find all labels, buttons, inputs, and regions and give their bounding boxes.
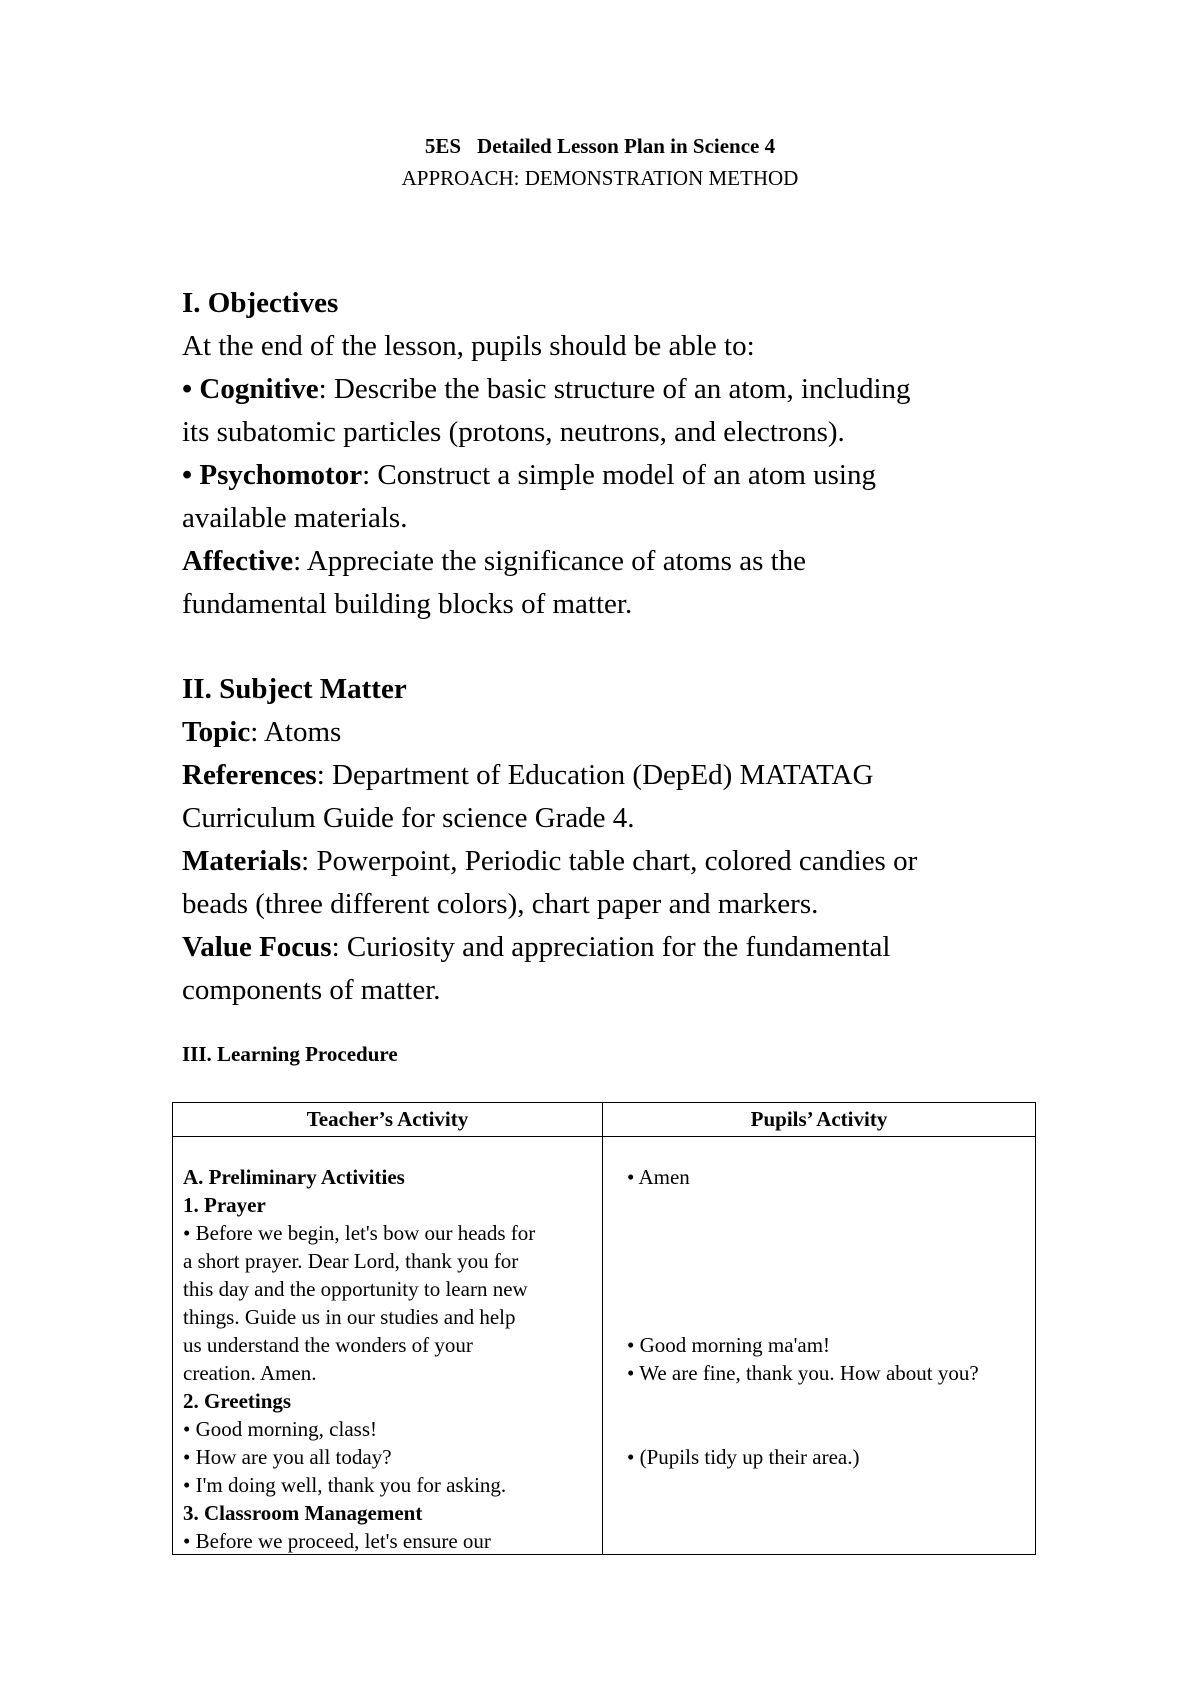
title-code: 5ES xyxy=(424,134,462,158)
teacher-line: 3. Classroom Management xyxy=(183,1501,423,1525)
teacher-line: • How are you all today? xyxy=(183,1445,392,1469)
teacher-line: • Good morning, class! xyxy=(183,1417,377,1441)
cognitive-text-line1: : Describe the basic structure of an atom, including xyxy=(318,373,911,405)
teacher-line: 2. Greetings xyxy=(183,1389,292,1413)
objective-psychomotor xyxy=(182,454,1062,497)
teacher-line: • Before we begin, let's bow our heads for xyxy=(183,1221,536,1245)
teacher-line: • Before we proceed, let's ensure our xyxy=(183,1529,491,1553)
subject-matter-section xyxy=(182,668,1062,1012)
topic-line xyxy=(182,711,1062,754)
pupil-spacer xyxy=(627,1191,1031,1219)
pupil-line: • Good morning ma'am! xyxy=(627,1333,831,1357)
references-text-line1: : Department of Education (DepEd) MATATAG xyxy=(316,759,874,791)
objectives-heading: I. Objectives xyxy=(182,287,339,319)
objective-affective xyxy=(182,540,1062,583)
teacher-line: • I'm doing well, thank you for asking. xyxy=(183,1473,507,1497)
materials-text-line2: beads (three different colors), chart paper and markers. xyxy=(182,888,819,920)
teacher-activity-column xyxy=(183,1163,597,1555)
pupil-line: • (Pupils tidy up their area.) xyxy=(627,1445,860,1469)
teacher-line: creation. Amen. xyxy=(183,1361,317,1385)
pupil-spacer xyxy=(627,1303,1031,1331)
pupils-activity-header: Pupils’ Activity xyxy=(750,1107,888,1131)
learning-procedure-heading: III. Learning Procedure xyxy=(182,1042,398,1066)
pupil-spacer xyxy=(627,1387,1031,1415)
affective-label: Affective xyxy=(182,545,294,577)
affective-text-line1: : Appreciate the significance of atoms as the xyxy=(293,545,807,577)
approach-line: APPROACH: DEMONSTRATION METHOD xyxy=(401,166,799,190)
psychomotor-text-line2: available materials. xyxy=(182,502,408,534)
psychomotor-label: • Psychomotor xyxy=(182,459,363,491)
value-focus-text-line2: components of matter. xyxy=(182,974,441,1006)
pupil-line: • Amen xyxy=(627,1165,690,1189)
references-line xyxy=(182,754,1062,797)
document-header xyxy=(0,130,1200,194)
teacher-activity-header: Teacher’s Activity xyxy=(306,1107,469,1131)
materials-text-line1: : Powerpoint, Periodic table chart, colored candies or xyxy=(301,845,918,877)
affective-text-line2: fundamental building blocks of matter. xyxy=(182,588,633,620)
teacher-line: things. Guide us in our studies and help xyxy=(183,1305,516,1329)
objective-cognitive xyxy=(182,368,1062,411)
title-text: Detailed Lesson Plan in Science 4 xyxy=(477,134,776,158)
objectives-section xyxy=(182,282,1062,626)
table-header-divider xyxy=(173,1136,1035,1137)
subject-matter-heading: II. Subject Matter xyxy=(182,673,407,705)
table-column-divider xyxy=(602,1103,603,1554)
value-focus-label: Value Focus xyxy=(182,931,332,963)
pupils-activity-column xyxy=(627,1163,1031,1471)
cognitive-label: • Cognitive xyxy=(182,373,319,405)
teacher-line: A. Preliminary Activities xyxy=(183,1165,405,1189)
value-focus-line xyxy=(182,926,1062,969)
pupil-spacer xyxy=(627,1275,1031,1303)
references-text-line2: Curriculum Guide for science Grade 4. xyxy=(182,802,635,834)
value-focus-text-line1: : Curiosity and appreciation for the fundamental xyxy=(331,931,891,963)
topic-text: : Atoms xyxy=(250,716,342,748)
teacher-line: this day and the opportunity to learn new xyxy=(183,1277,528,1301)
document-title xyxy=(0,130,1200,162)
pupil-line: • We are fine, thank you. How about you? xyxy=(627,1361,979,1385)
learning-procedure-table xyxy=(172,1102,1036,1555)
pupil-spacer xyxy=(627,1219,1031,1247)
references-label: References xyxy=(182,759,317,791)
materials-label: Materials xyxy=(182,845,302,877)
teacher-line: us understand the wonders of your xyxy=(183,1333,473,1357)
teacher-line: 1. Prayer xyxy=(183,1193,266,1217)
pupil-spacer xyxy=(627,1415,1031,1443)
objectives-intro: At the end of the lesson, pupils should be able to: xyxy=(182,330,755,362)
pupil-spacer xyxy=(627,1247,1031,1275)
materials-line xyxy=(182,840,1062,883)
cognitive-text-line2: its subatomic particles (protons, neutrons, and electrons). xyxy=(182,416,845,448)
teacher-line: a short prayer. Dear Lord, thank you for xyxy=(183,1249,519,1273)
topic-label: Topic xyxy=(182,716,251,748)
psychomotor-text-line1: : Construct a simple model of an atom using xyxy=(362,459,876,491)
